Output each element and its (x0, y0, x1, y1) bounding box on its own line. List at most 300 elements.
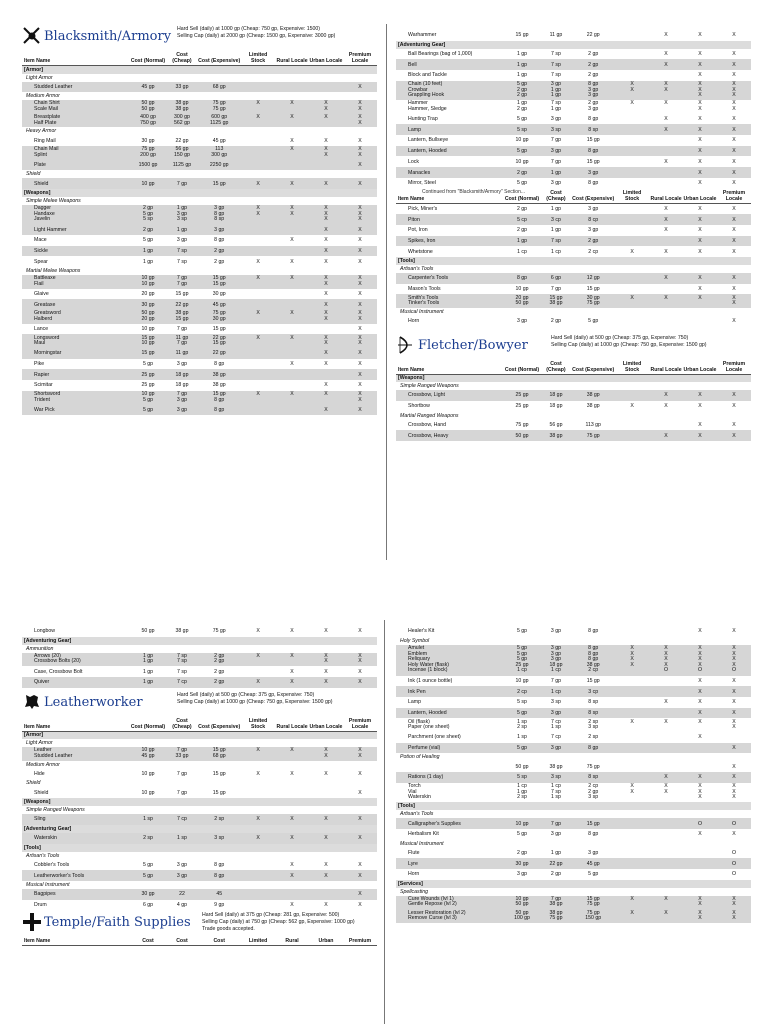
column-header: Urban (309, 937, 343, 946)
item-value: X (324, 382, 328, 389)
category-label: [Tools] (396, 802, 751, 810)
item-value: X (717, 59, 751, 70)
item-value: 1 gp (550, 849, 562, 856)
item-value: X (358, 668, 362, 675)
item-value (649, 316, 683, 327)
item-value: X (241, 275, 275, 289)
item-value: X (732, 116, 736, 123)
item-value: 10 gp (515, 678, 529, 685)
item-value (309, 82, 343, 93)
column-header: Cost (Expensive) (197, 51, 241, 66)
item-value (649, 178, 683, 189)
item-value: X (649, 909, 683, 923)
item-value: 75 gp 75 gp (197, 100, 241, 114)
table-row (396, 390, 751, 401)
item-name: Shield (22, 178, 129, 189)
table-row (22, 205, 377, 224)
subcategory-label: Martial Melee Weapons (26, 268, 81, 275)
item-value (615, 626, 649, 637)
item-value: 7 gp (550, 137, 562, 144)
item-value: 38 gp (541, 430, 572, 441)
item-name: Breastplate Half Plate (22, 114, 129, 128)
table-row (396, 146, 751, 157)
column-header: Limited Stock (241, 717, 275, 732)
item-value: X (732, 72, 736, 79)
item-value: 3 gp (550, 628, 562, 635)
item-value (615, 114, 649, 125)
item-value (275, 404, 309, 415)
item-value: 2 gp 3 gp (588, 100, 599, 112)
item-value: X (256, 771, 260, 778)
item-value: X (324, 628, 328, 635)
item-value: X (241, 114, 275, 128)
item-value: 3 gp (516, 318, 528, 325)
item-value: O (717, 818, 751, 829)
item-value: X (275, 747, 309, 761)
item-value (241, 146, 275, 160)
table-row (396, 81, 751, 100)
item-value: X (698, 421, 702, 428)
subcategory-row (396, 412, 751, 420)
table-row (396, 743, 751, 754)
item-value: X (664, 51, 668, 58)
item-value (241, 299, 275, 310)
item-name: Block and Tackle (408, 72, 447, 79)
table-row (396, 848, 751, 859)
subcategory-label: Artisan's Tools (400, 265, 434, 272)
subcategory-row (22, 806, 377, 814)
item-value: X X (615, 81, 649, 100)
subcategory-label: Medium Armor (26, 93, 60, 100)
item-value: X (275, 114, 309, 128)
table-row (396, 316, 751, 327)
item-value: X (275, 146, 309, 160)
item-value: 2250 gp (197, 160, 241, 171)
fletcher-notes: Hard Sell (daily) at 500 gp (Cheap: 375 gp, Expensive: 750) Selling Cap (daily) at 1000 gp (Cheap: 750 gp, Expensive: 1500 gp) (551, 334, 707, 348)
category-row (22, 844, 377, 852)
item-value: 2 gp (197, 677, 241, 688)
item-value (615, 430, 649, 441)
table-row (396, 401, 751, 412)
item-value (649, 869, 683, 880)
item-value: 7 cp (167, 814, 198, 825)
item-value: X (649, 214, 683, 225)
item-value: X (343, 814, 377, 825)
item-value: 50 gp 20 gp (129, 310, 166, 324)
item-value: 5 gp (142, 237, 154, 244)
subcategory-label: Musical Instrument (400, 308, 444, 315)
item-value: 7 cp (551, 734, 561, 741)
item-value: 15 gp 10 gp (129, 334, 166, 348)
item-value: 3 gp (167, 870, 198, 881)
item-value: 3 gp (550, 831, 562, 838)
category-row (396, 41, 751, 49)
item-value: 2 gp (516, 227, 528, 234)
item-value (649, 761, 683, 772)
temple-continued-section (396, 626, 751, 1024)
item-value (615, 818, 649, 829)
item-value: X (290, 361, 294, 368)
column-header: Cost (Normal) (129, 51, 166, 66)
item-value: 18 gp (549, 403, 563, 410)
item-value: X (241, 310, 275, 324)
column-header: Premium Locale (717, 360, 751, 375)
table-row (396, 909, 751, 923)
item-value (717, 732, 751, 743)
leatherworker-title: Leatherworker (44, 694, 143, 710)
item-value: 75 gp (571, 430, 615, 441)
item-value: 56 gp 150 gp (167, 146, 198, 160)
item-value: 15 gp 75 gp (571, 896, 615, 910)
item-value: 1 cp (517, 248, 527, 255)
item-value: 1 cp (551, 248, 561, 255)
item-name: Mason's Tools (408, 286, 441, 293)
item-value: 7 gp 38 gp (541, 896, 572, 910)
item-value: 1 sp (167, 833, 198, 844)
blacksmith-title: Blacksmith/Armory (44, 29, 172, 44)
item-value: 5 gp (503, 743, 540, 754)
category-label: [Armor] (22, 66, 377, 74)
item-value: X (683, 273, 717, 284)
item-value: 2 gp (503, 167, 540, 178)
item-value: X (732, 32, 736, 39)
item-value: X X (732, 100, 736, 112)
item-value: X (324, 771, 328, 778)
item-value: 50 gp (503, 430, 540, 441)
column-header: Cost (Expensive) (571, 189, 615, 204)
item-value: 1 cp (541, 686, 572, 697)
item-value: X X X (732, 783, 736, 801)
subcategory-label: Martial Ranged Weapons (400, 412, 459, 419)
item-name: Rations (1 day) (396, 772, 503, 783)
item-value (615, 204, 649, 215)
bow-icon (396, 335, 416, 355)
subcategory-row (396, 308, 751, 316)
leatherworker-notes: Hard Sell (daily) at 500 gp (Cheap: 375 gp, Expensive: 750) Selling Cap (daily) at 1000 gp (Cheap: 750 gp, Expensive: 1500 gp) (177, 691, 333, 705)
item-value: 5 gp (129, 870, 166, 881)
item-value (649, 167, 683, 178)
item-value: 5 gp (516, 831, 528, 838)
table-row (22, 82, 377, 93)
subcategory-row (22, 852, 377, 860)
subcategory-label: Potion of Healing (400, 754, 440, 761)
item-name (396, 761, 503, 772)
item-value: 400 gp 750 gp (129, 114, 166, 128)
table-row (22, 404, 377, 415)
table-row (22, 787, 377, 798)
item-value: X (717, 236, 751, 247)
table-row (396, 896, 751, 910)
item-value (275, 299, 309, 310)
item-name: Lantern, Hooded (396, 146, 503, 157)
item-value: 1 sp 2 sp (517, 718, 527, 731)
item-value: X (664, 100, 668, 107)
item-value: 50 gp 50 gp (129, 100, 166, 114)
item-value: X (717, 214, 751, 225)
item-value: 30 gp (129, 889, 166, 900)
item-value: X (732, 248, 736, 255)
item-value: X (290, 771, 294, 778)
item-value: 3 gp (550, 116, 562, 123)
subcategory-row (396, 265, 751, 273)
item-value: 5 gp (503, 146, 540, 157)
item-value: X (309, 677, 343, 688)
item-value: X (343, 160, 377, 171)
item-value: 25 gp (141, 382, 155, 389)
holy-cross-icon (22, 912, 42, 932)
table-row (396, 225, 751, 236)
table-row (22, 324, 377, 335)
table-row (396, 718, 751, 732)
item-name: Pot, Iron (408, 227, 428, 234)
item-value: 3 gp (588, 227, 599, 234)
item-name: Drum (34, 901, 47, 908)
item-value: X (683, 167, 717, 178)
subcategory-label: Artisan's Tools (400, 811, 434, 818)
item-value: X (717, 708, 751, 719)
table-row (22, 289, 377, 300)
item-value (649, 732, 683, 743)
item-value: 5 cp (503, 214, 540, 225)
item-value (615, 284, 649, 295)
continued-label: Continued from "Blacksmith/Armory" Section... (422, 188, 526, 195)
item-value: 8 gp (214, 237, 225, 244)
subcategory-label: Holy Symbol (400, 637, 430, 644)
item-value (615, 178, 649, 189)
item-value: 20 gp (141, 291, 155, 298)
item-value: 15 gp (515, 32, 529, 39)
column-header: Rural Locale (275, 51, 309, 66)
item-value (241, 870, 275, 881)
item-value: X (698, 403, 702, 410)
item-name: Lock (408, 158, 419, 165)
item-value: X (309, 246, 343, 257)
table-row (396, 167, 751, 178)
item-value: X (615, 896, 649, 910)
item-value: X (683, 59, 717, 70)
blacksmith-section (22, 26, 377, 554)
table-row (396, 645, 751, 676)
item-name: Horn (408, 318, 420, 325)
item-value: X (615, 294, 649, 308)
item-name: Parchment (one sheet) (408, 734, 461, 741)
item-name: Cobbler's Tools (34, 861, 70, 868)
item-value: X (630, 100, 634, 107)
item-value (275, 246, 309, 257)
item-value: X X (309, 747, 343, 761)
item-name: Ball Bearings (bag of 1,000) (408, 51, 473, 58)
item-value: X (683, 686, 717, 697)
item-value (309, 787, 343, 798)
item-name: Mirror, Steel (408, 180, 436, 187)
item-value: 15 gp (129, 348, 166, 359)
item-value: 3 gp (176, 237, 188, 244)
item-value: X (290, 628, 294, 635)
item-value: X X (275, 205, 309, 224)
subcategory-row (22, 92, 377, 100)
item-value: 45 gp (212, 137, 226, 144)
item-value (615, 858, 649, 869)
column-header: Cost (167, 937, 198, 946)
item-value: X X (630, 783, 634, 795)
item-value: 2 gp (516, 205, 528, 212)
item-name: Spikes, Iron (396, 236, 503, 247)
item-value: X (698, 718, 702, 725)
item-value: 18 gp (167, 369, 198, 380)
item-name: Case, Crossbow Bolt (34, 668, 83, 675)
item-value: 4 gp (176, 901, 188, 908)
item-value: 15 gp (571, 818, 615, 829)
item-value: X X (698, 100, 702, 112)
table-row (396, 686, 751, 697)
item-value: 3 gp (516, 871, 528, 878)
item-value: X (698, 116, 702, 123)
item-value: 10 gp (141, 789, 155, 796)
item-value: 8 gp (214, 361, 225, 368)
item-value: 38 gp (549, 763, 563, 770)
item-name: Amulet Emblem Reliquary Holy Water (flask) Incense (1 block) (396, 645, 503, 676)
item-value (649, 135, 683, 146)
item-value (309, 160, 343, 171)
item-value: 75 gp 200 gp (129, 146, 166, 160)
item-value: X (309, 178, 343, 189)
item-name: Shield (34, 789, 49, 796)
item-value: X (732, 286, 736, 293)
subcategory-row (22, 881, 377, 889)
item-name: Bell (396, 59, 503, 70)
item-value: O (731, 849, 736, 856)
blacksmith-continued-section (396, 30, 751, 554)
item-value (275, 160, 309, 171)
item-value (615, 156, 649, 167)
item-value: 2 cp (503, 686, 540, 697)
item-value (649, 686, 683, 697)
item-value: X (664, 205, 668, 212)
item-value: X (290, 668, 294, 675)
item-value: X (732, 137, 736, 144)
item-value: 15 gp (586, 158, 600, 165)
item-value: 11 gp 7 gp (167, 334, 198, 348)
item-value: X (309, 224, 343, 235)
table-row (22, 235, 377, 246)
item-value: 7 gp (176, 789, 188, 796)
item-value: 15 gp (586, 678, 600, 685)
item-value: 7 sp (167, 246, 198, 257)
item-name: Hide (34, 771, 45, 778)
table-row (396, 70, 751, 81)
item-value: X (343, 677, 377, 688)
item-value: X (324, 361, 328, 368)
item-value: 2 gp (516, 849, 528, 856)
item-value (615, 135, 649, 146)
blacksmith-notes: Hard Sell (daily) at 1000 gp (Cheap: 750 gp, Expensive: 1500) Selling Cap (daily) at 2000 gp (Cheap: 1500 gp, Expensive: 3000 gp) (177, 26, 336, 39)
item-name: Studded Leather (22, 82, 129, 93)
table-row (396, 783, 751, 802)
item-name: Ink (1 ounce bottle) (408, 678, 453, 685)
item-value: X (358, 628, 362, 635)
item-value: 8 gp (588, 180, 599, 187)
item-name: Crossbow, Hand (408, 421, 447, 428)
item-value: X (241, 747, 275, 761)
subcategory-label: Heavy Armor (26, 128, 57, 135)
item-value: X (358, 237, 362, 244)
table-row (22, 256, 377, 267)
table-row (22, 178, 377, 189)
item-value: X X (664, 783, 668, 795)
item-name: War Pick (22, 404, 129, 415)
item-value (649, 70, 683, 81)
category-row (22, 731, 377, 739)
item-value: X (290, 901, 294, 908)
table-row (396, 708, 751, 719)
table-row (22, 626, 377, 637)
column-header: Rural Locale (275, 717, 309, 732)
item-name: Chain Mail Splint (22, 146, 129, 160)
item-value: 10 gp 45 gp (129, 747, 166, 761)
item-value: 5 gp (129, 404, 166, 415)
item-value: 2 sp (588, 734, 599, 741)
category-row (22, 189, 377, 197)
item-value: X (698, 180, 702, 187)
item-value: 45 gp (571, 858, 615, 869)
item-value: X (275, 310, 309, 324)
item-value: 18 gp (541, 390, 572, 401)
table-row (396, 214, 751, 225)
item-value: X (698, 248, 702, 255)
item-value (241, 666, 275, 677)
item-value: X (343, 299, 377, 310)
item-value: 22 gp (586, 32, 600, 39)
item-value (241, 289, 275, 300)
item-name: Shortsword Trident (22, 391, 129, 405)
leather-hide-icon (22, 692, 42, 712)
item-value: 8 gp 3 gp 3 gp (571, 81, 615, 100)
item-value: X (683, 124, 717, 135)
item-value: 25 gp (129, 369, 166, 380)
item-value: X X (309, 653, 343, 667)
item-value: 15 gp 8 gp (197, 391, 241, 405)
item-value: 3 gp (176, 361, 188, 368)
item-name: Spear (34, 258, 48, 265)
column-header: Premium Locale (343, 51, 377, 66)
item-value (615, 829, 649, 840)
item-value: X (683, 430, 717, 441)
category-label: [Adventuring Gear] (396, 41, 751, 49)
item-value: 10 gp 50 gp (503, 896, 540, 910)
item-value: 1 gp 3 gp 3 sp (167, 205, 198, 224)
category-row (396, 257, 751, 265)
item-value: 25 gp (503, 390, 540, 401)
item-value (309, 369, 343, 380)
item-name: Whetstone (408, 248, 433, 255)
table-row (22, 299, 377, 310)
category-label: [Services] (396, 880, 751, 888)
table-row (396, 858, 751, 869)
item-value: 38 gp (197, 369, 241, 380)
column-header: Item Name (396, 189, 503, 204)
table-header-row (22, 51, 377, 66)
item-value: 5 gp (588, 871, 599, 878)
table-row (396, 732, 751, 743)
item-name: Piton (396, 214, 503, 225)
item-name: Calligrapher's Supplies (396, 818, 503, 829)
item-value: X (683, 390, 717, 401)
item-value: 1 gp (516, 51, 528, 58)
item-value (241, 235, 275, 246)
item-name: Lantern, Bullseye (408, 137, 449, 144)
item-value (615, 848, 649, 859)
item-name: Morningstar (22, 348, 129, 359)
